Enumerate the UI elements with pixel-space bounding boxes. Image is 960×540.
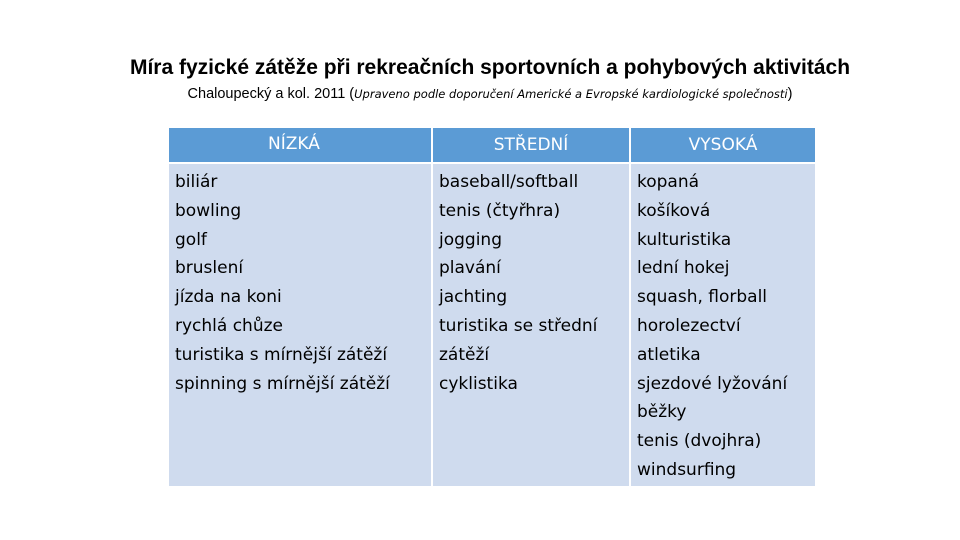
table-cell: biliár: [175, 172, 218, 192]
table-cell: zátěží: [439, 344, 490, 365]
activity-table: [169, 128, 815, 486]
table-cell: jízda na koni: [175, 287, 282, 308]
table-cell: košíková: [637, 200, 711, 221]
table-cell: běžky: [637, 402, 687, 423]
table-cell: tenis (čtyřhra): [439, 200, 561, 221]
table-cell: bowling: [175, 200, 242, 221]
table-cell: baseball/softball: [439, 172, 579, 192]
column-high: [631, 164, 815, 486]
table-cell: jachting: [439, 287, 508, 308]
subtitle-close: ): [787, 86, 793, 102]
column-medium: [433, 164, 629, 486]
table-cell: spinning s mírnější zátěží: [175, 373, 390, 394]
column-low: [169, 164, 431, 486]
header-medium: STŘEDNÍ: [433, 128, 629, 162]
table-cell: golf: [175, 229, 207, 250]
table-cell: cyklistika: [439, 373, 518, 394]
table-cell: windsurfing: [637, 459, 737, 480]
table-cell: sjezdové lyžování: [637, 373, 788, 394]
table-cell: kulturistika: [637, 229, 732, 250]
table-cell: bruslení: [175, 258, 244, 279]
table-cell: plavání: [439, 258, 501, 279]
table-cell: atletika: [637, 344, 701, 365]
page-title: Míra fyzické zátěže při rekreačních sportovních a pohybových aktivitách: [129, 56, 851, 79]
table-cell: horolezectví: [637, 315, 741, 336]
table-cell: jogging: [439, 229, 502, 250]
subtitle-note: Upraveno podle doporučení Americké a Evropské kardiologické společnosti: [354, 87, 788, 101]
table-cell: turistika se střední: [439, 315, 598, 336]
table-cell: turistika s mírnější zátěží: [175, 344, 388, 365]
table-cell: tenis (dvojhra): [637, 431, 762, 452]
header-low: NÍZKÁ: [169, 128, 431, 162]
table-cell: squash, florball: [637, 287, 768, 308]
header-high: VYSOKÁ: [631, 128, 815, 162]
subtitle-source: Chaloupecký a kol. 2011 (: [187, 86, 355, 102]
table-cell: kopaná: [637, 172, 700, 192]
table-cell: lední hokej: [637, 258, 730, 279]
page-subtitle: [0, 86, 960, 102]
table-cell: rychlá chůze: [175, 315, 283, 336]
